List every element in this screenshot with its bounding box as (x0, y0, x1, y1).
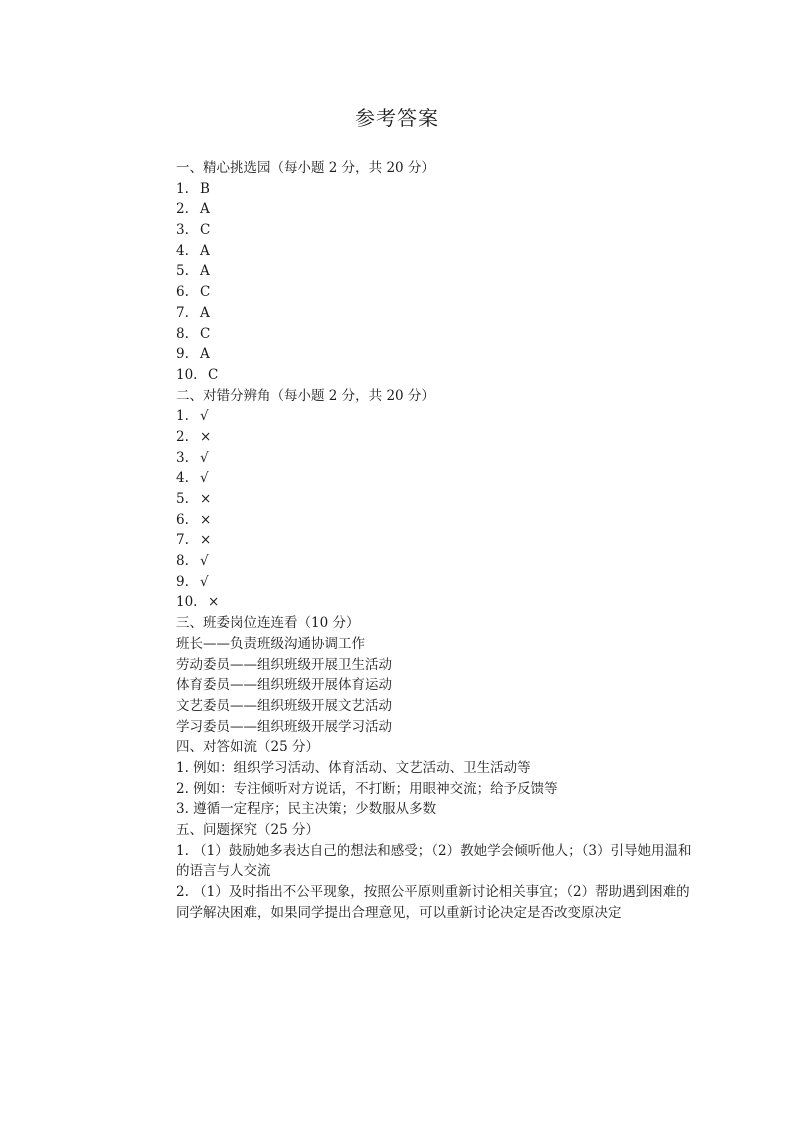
true-false-answer-list (176, 406, 736, 613)
matching-answer-item: 体育委员——组织班级开展体育运动 (176, 677, 392, 694)
choice-answer-item: 5. A (176, 263, 210, 280)
inquiry-answer-line: 的语言与人交流 (176, 863, 271, 880)
true-false-answer-item: 9. √ (176, 573, 209, 590)
short-answer-item: 3. 遵循一定程序；民主决策；少数服从多数 (176, 801, 437, 818)
true-false-answer-item: 1. √ (176, 408, 209, 425)
choice-answer-item: 9. A (176, 346, 210, 363)
section-heading-true-false: 二、对错分辨角（每小题 2 分，共 20 分） (176, 387, 435, 404)
true-false-answer-item: 2. × (176, 428, 212, 445)
matching-answer-item: 劳动委员——组织班级开展卫生活动 (176, 656, 392, 673)
section-heading-choice: 一、精心挑选园（每小题 2 分，共 20 分） (176, 160, 435, 176)
inquiry-answer-item (176, 882, 736, 923)
inquiry-answer-line: 同学解决困难，如果同学提出合理意见，可以重新讨论决定是否改变原决定 (176, 904, 622, 921)
true-false-answer-item: 6. × (176, 511, 212, 528)
choice-answer-item: 6. C (176, 284, 211, 301)
true-false-answer-item: 7. × (176, 532, 212, 549)
short-answer-list (176, 758, 736, 820)
true-false-answer-item: 4. √ (176, 470, 209, 487)
page-title: 参考答案 (355, 106, 439, 130)
choice-answer-item: 2. A (176, 201, 210, 218)
inquiry-answer-line: 2. （1）及时指出不公平现象，按照公平原则重新讨论相关事宜；（2）帮助遇到困难的 (176, 884, 690, 901)
choice-answer-item: 10. C (176, 366, 219, 383)
answer-content (176, 158, 736, 923)
inquiry-answer-item (176, 841, 736, 882)
matching-answer-item: 文艺委员——组织班级开展文艺活动 (176, 697, 392, 714)
section-heading-short-answer: 四、对答如流（25 分） (176, 739, 319, 756)
choice-answer-item: 7. A (176, 304, 210, 321)
matching-answer-list (176, 634, 736, 737)
matching-answer-item: 学习委员——组织班级开展学习活动 (176, 718, 392, 735)
short-answer-item: 1. 例如：组织学习活动、体育活动、文艺活动、卫生活动等 (176, 759, 531, 776)
choice-answer-item: 4. A (176, 242, 210, 259)
choice-answer-list (176, 179, 736, 386)
section-heading-matching: 三、班委岗位连连看（10 分） (176, 615, 360, 632)
section-heading-inquiry: 五、问题探究（25 分） (176, 822, 319, 838)
true-false-answer-item: 8. √ (176, 553, 209, 570)
true-false-answer-item: 5. × (176, 491, 212, 507)
true-false-answer-item: 3. √ (176, 449, 209, 466)
choice-answer-item: 1. B (176, 180, 210, 197)
true-false-answer-item: 10. × (176, 594, 220, 611)
choice-answer-item: 8. C (176, 325, 211, 342)
inquiry-answer-list (176, 841, 736, 924)
inquiry-answer-line: 1. （1）鼓励她多表达自己的想法和感受；（2）教她学会倾听他人；（3）引导她用温和 (176, 842, 692, 859)
short-answer-item: 2. 例如：专注倾听对方说话，不打断；用眼神交流；给予反馈等 (176, 780, 558, 797)
choice-answer-item: 3. C (176, 222, 211, 239)
matching-answer-item: 班长——负责班级沟通协调工作 (176, 635, 365, 652)
